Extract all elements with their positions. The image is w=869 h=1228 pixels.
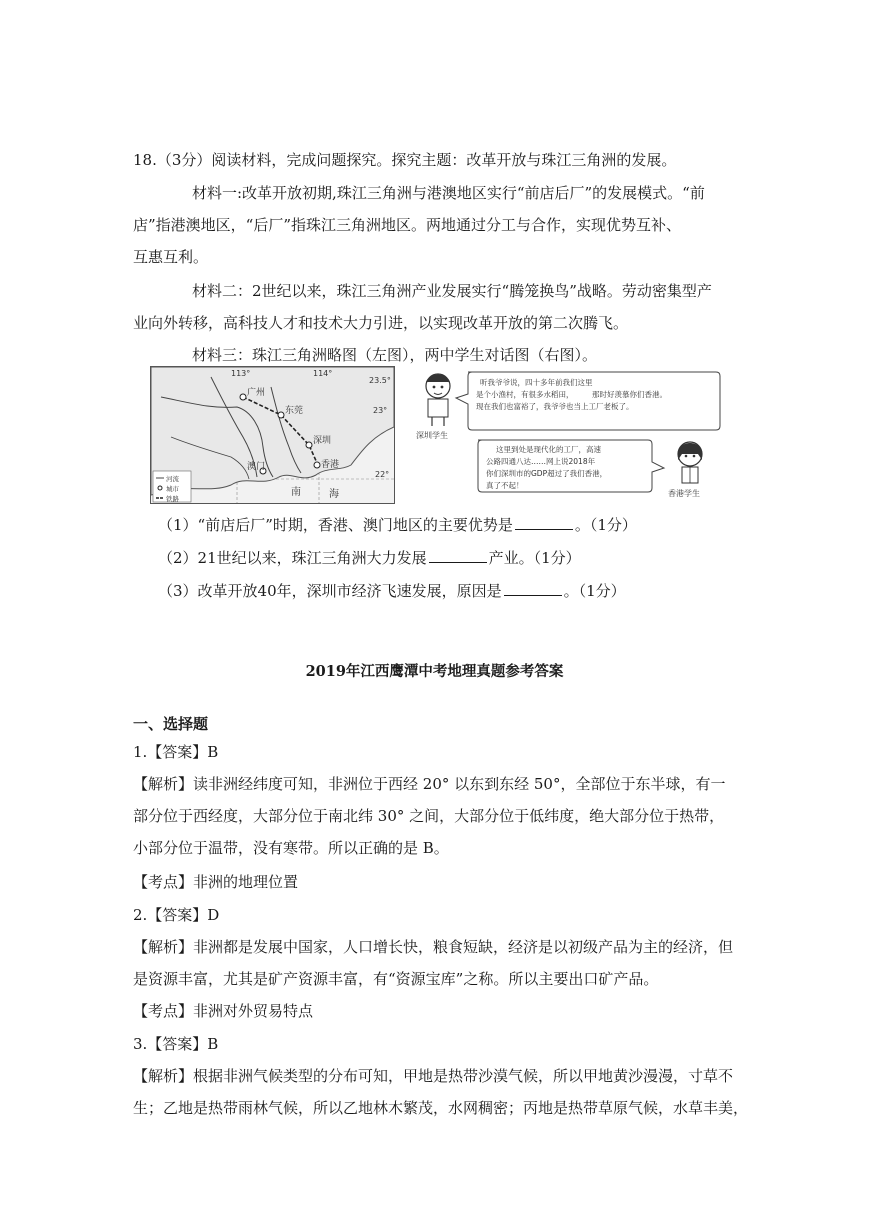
dialog-svg — [412, 368, 722, 502]
material-1-line-1: 材料一:改革开放初期,珠江三角洲与港澳地区实行“前店后厂”的发展模式。“前 — [192, 184, 705, 202]
bubble1-line4: 现在我们也富裕了，我爷爷也当上工厂老板了。 — [476, 402, 634, 411]
shenzhen-student-label: 深圳学生 — [416, 431, 448, 440]
shenzhen-student-icon — [426, 374, 450, 426]
bubble1-line2: 是个小渔村，有很多水稻田， — [476, 390, 574, 399]
sub-question-3-text: （3）改革开放40年，深圳市经济飞速发展，原因是 — [158, 582, 502, 600]
analysis-1-line-2: 部分位于西经度，大部分位于南北纬 30° 之间，大部分位于低纬度，绝大部分位于热带， — [133, 807, 725, 825]
map-lat-23: 23° — [373, 406, 388, 415]
sub-question-2 — [158, 548, 738, 568]
sub-question-1-text: （1）“前店后厂”时期，香港、澳门地区的主要优势是 — [158, 516, 513, 534]
bubble1-line3: 那时好羡慕你们香港。 — [592, 390, 667, 399]
analysis-2-line-2: 是资源丰富，尤其是矿产资源丰富，有“资源宝库”之称。所以主要出口矿产品。 — [133, 970, 659, 988]
sub-question-3-score: 。（1分） — [563, 582, 626, 600]
map-lat-22: 22° — [375, 470, 390, 479]
analysis-3-line-2: 生；乙地是热带雨林气候，所以乙地林木繁茂，水网稠密；丙地是热带草原气候，水草丰美， — [133, 1099, 749, 1117]
analysis-1-line-1: 【解析】读非洲经纬度可知，非洲位于西经 20° 以东到东经 50°，全部位于东半球，有一 — [133, 775, 726, 793]
bubble2-line1: 这里到处是现代化的工厂，高速 — [496, 445, 601, 454]
sub-question-3 — [158, 581, 738, 601]
material-3-line: 材料三：珠江三角洲略图（左图），两中学生对话图（右图）。 — [192, 346, 598, 364]
map-lon-114: 114° — [313, 369, 333, 378]
map-lat-23-5: 23.5° — [369, 376, 391, 385]
bubble2-line4: 真了不起！ — [486, 481, 524, 490]
material-1-line-2: 店”指港澳地区，“后厂”指珠江三角洲地区。两地通过分工与合作，实现优势互补、 — [133, 216, 682, 234]
hongkong-student-label: 香港学生 — [668, 489, 700, 498]
analysis-3-line-1: 【解析】根据非洲气候类型的分布可知，甲地是热带沙漠气候，所以甲地黄沙漫漫，寸草不 — [133, 1067, 734, 1085]
answer-blank-3[interactable] — [504, 581, 562, 596]
map-sea-nan: 南 — [291, 487, 301, 498]
answer-2: 2.【答案】D — [133, 906, 220, 924]
map-city-hongkong: 香港 — [321, 460, 340, 470]
answer-blank-1[interactable] — [515, 515, 573, 530]
sub-question-2-score: 产业。（1分） — [488, 549, 581, 567]
question-18-stem: 18.（3分）阅读材料，完成问题探究。探究主题：改革开放与珠江三角洲的发展。 — [133, 151, 677, 169]
bubble2-line3: 你们深圳市的GDP超过了我们香港， — [486, 469, 608, 478]
sub-question-2-text: （2）21世纪以来，珠江三角洲大力发展 — [158, 549, 427, 567]
map-lon-113: 113° — [231, 369, 251, 378]
map-city-aomen: 澳门 — [247, 462, 266, 472]
bubble2-line2: 公路四通八达……网上说2018年 — [486, 457, 596, 466]
legend-rail: 铁路 — [166, 495, 179, 503]
answer-1: 1.【答案】B — [133, 743, 219, 761]
material-1-line-3: 互惠互利。 — [133, 248, 209, 266]
section-heading-choice: 一、选择题 — [133, 715, 209, 733]
legend-river: 河流 — [166, 475, 179, 483]
point-1: 【考点】非洲的地理位置 — [133, 873, 299, 891]
answer-key-title: 2019年江西鹰潭中考地理真题参考答案 — [305, 663, 564, 680]
hongkong-student-icon — [678, 442, 702, 483]
map-sea-hai: 海 — [329, 489, 339, 500]
material-2-line-1: 材料二：2世纪以来，珠江三角洲产业发展实行“腾笼换鸟”战略。劳动密集型产 — [192, 282, 712, 300]
point-2: 【考点】非洲对外贸易特点 — [133, 1002, 314, 1020]
answer-blank-2[interactable] — [429, 548, 487, 563]
map-city-dongguan: 东莞 — [285, 406, 304, 416]
map-svg — [151, 367, 394, 503]
student-dialog-figure — [412, 368, 722, 502]
answer-3: 3.【答案】B — [133, 1035, 219, 1053]
material-2-line-2: 业向外转移，高科技人才和技术大力引进，以实现改革开放的第二次腾飞。 — [133, 314, 629, 332]
map-city-shenzhen: 深圳 — [313, 436, 332, 446]
sub-question-1 — [158, 515, 738, 535]
analysis-2-line-1: 【解析】非洲都是发展中国家，人口增长快，粮食短缺，经济是以初级产品为主的经济，但 — [133, 938, 734, 956]
legend-city: 城市 — [166, 485, 179, 493]
map-city-guangzhou: 广州 — [247, 388, 266, 398]
sub-question-1-score: 。（1分） — [574, 516, 637, 534]
pearl-river-delta-map — [150, 366, 395, 504]
bubble1-line1: 听我爷爷说，四十多年前我们这里 — [480, 378, 593, 387]
analysis-1-line-3: 小部分位于温带，没有寒带。所以正确的是 B。 — [133, 839, 449, 857]
